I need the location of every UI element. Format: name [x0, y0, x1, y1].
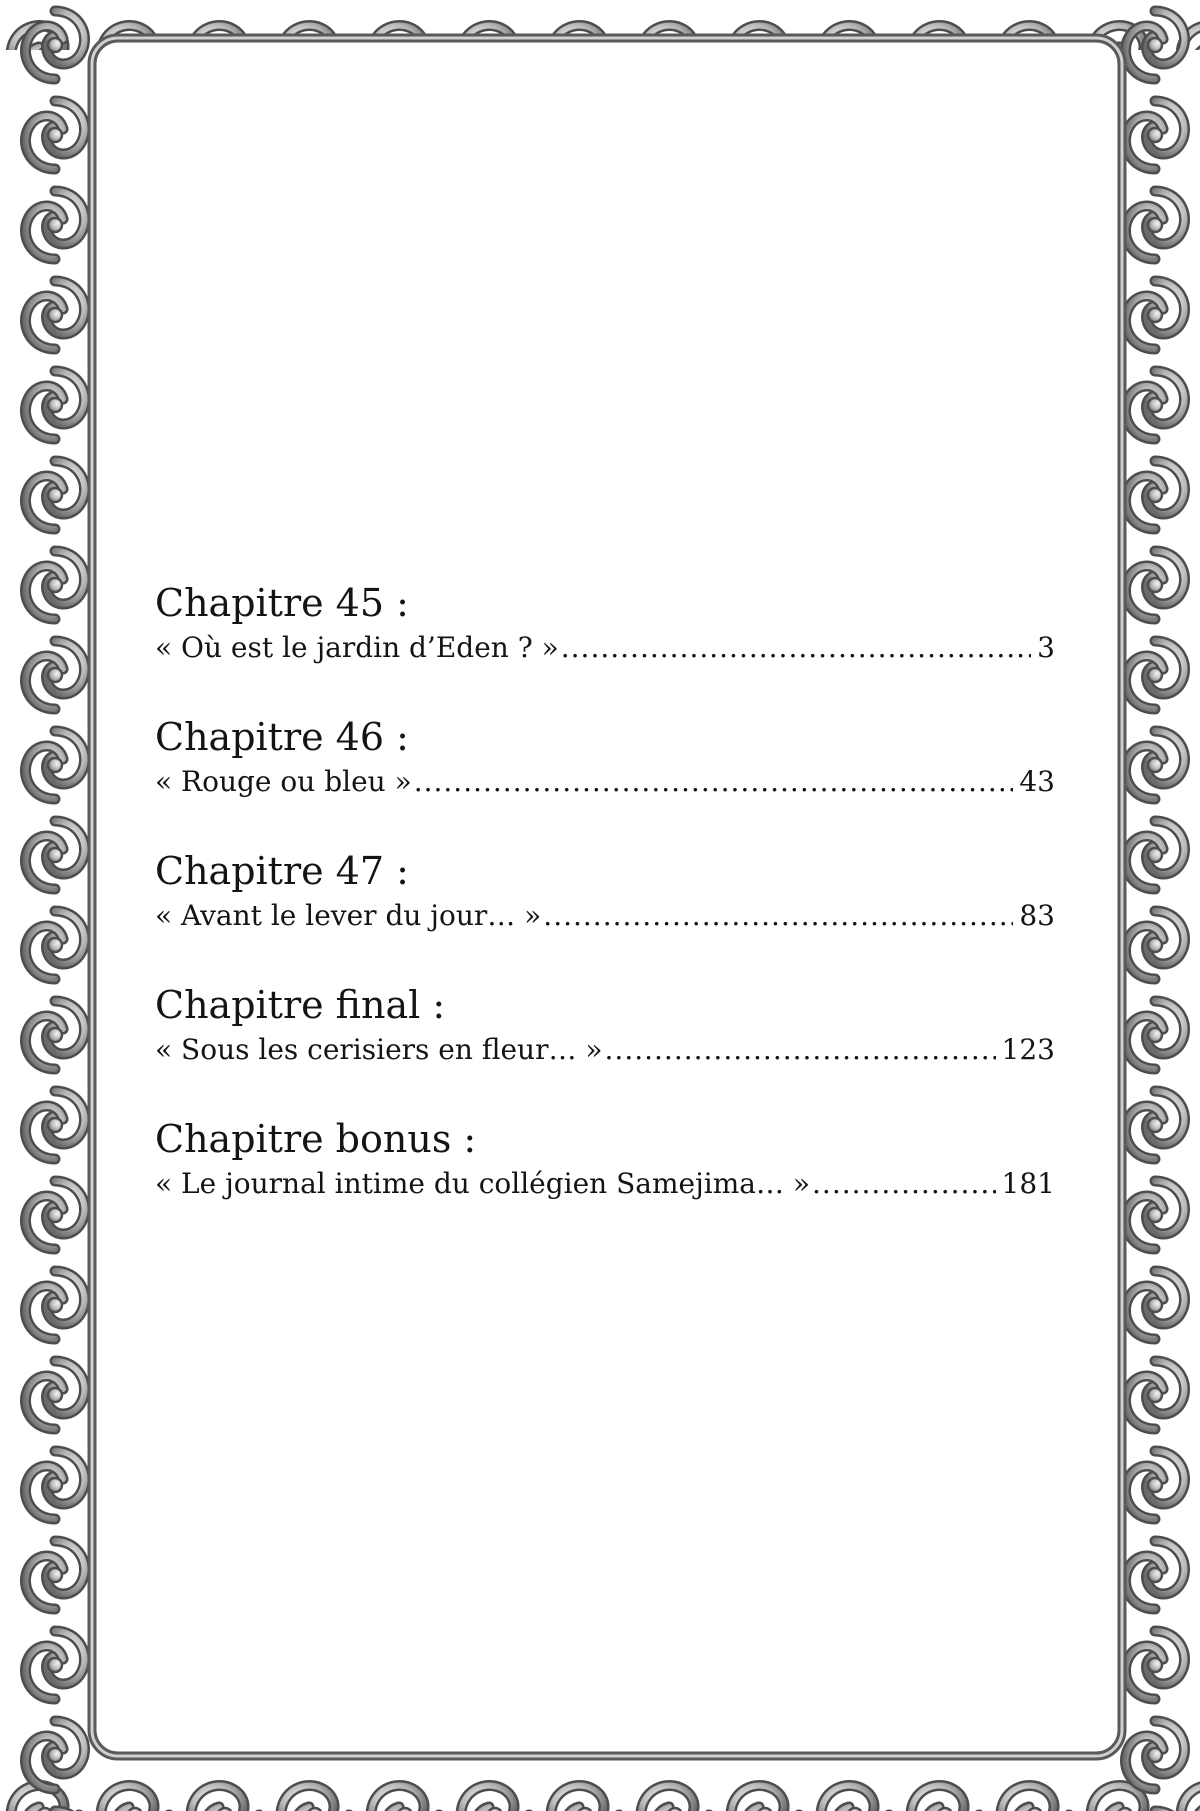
chapter-title: « Le journal intime du collégien Samejima… » — [155, 1167, 811, 1200]
chapter-title: « Où est le jardin d’Eden ? » — [155, 631, 559, 664]
page-number: 43 — [1019, 765, 1055, 798]
page-number: 181 — [1001, 1167, 1055, 1200]
chapter-title: « Rouge ou bleu » — [155, 765, 412, 798]
toc-entry — [155, 578, 1055, 712]
chapter-heading: Chapitre final : — [155, 983, 446, 1027]
chapter-heading: Chapitre 47 : — [155, 849, 409, 893]
page-number: 83 — [1019, 899, 1055, 932]
chapter-line — [155, 762, 1055, 802]
toc-entry — [155, 980, 1055, 1114]
dot-leader — [812, 1164, 996, 1204]
chapter-heading: Chapitre 45 : — [155, 581, 409, 625]
dot-leader — [543, 896, 1013, 936]
dot-leader — [605, 1030, 996, 1070]
table-of-contents — [155, 578, 1055, 1248]
chapter-line — [155, 1164, 1055, 1204]
toc-entry — [155, 712, 1055, 846]
chapter-title: « Avant le lever du jour… » — [155, 899, 542, 932]
page-number: 123 — [1001, 1033, 1055, 1066]
toc-entry — [155, 1114, 1055, 1248]
chapter-line — [155, 896, 1055, 936]
chapter-heading: Chapitre 46 : — [155, 715, 409, 759]
chapter-line — [155, 628, 1055, 668]
dot-leader — [414, 762, 1014, 802]
dot-leader — [561, 628, 1031, 668]
chapter-heading: Chapitre bonus : — [155, 1117, 477, 1161]
toc-entry — [155, 846, 1055, 980]
chapter-line — [155, 1030, 1055, 1070]
chapter-title: « Sous les cerisiers en fleur… » — [155, 1033, 603, 1066]
page-number: 3 — [1037, 631, 1055, 664]
